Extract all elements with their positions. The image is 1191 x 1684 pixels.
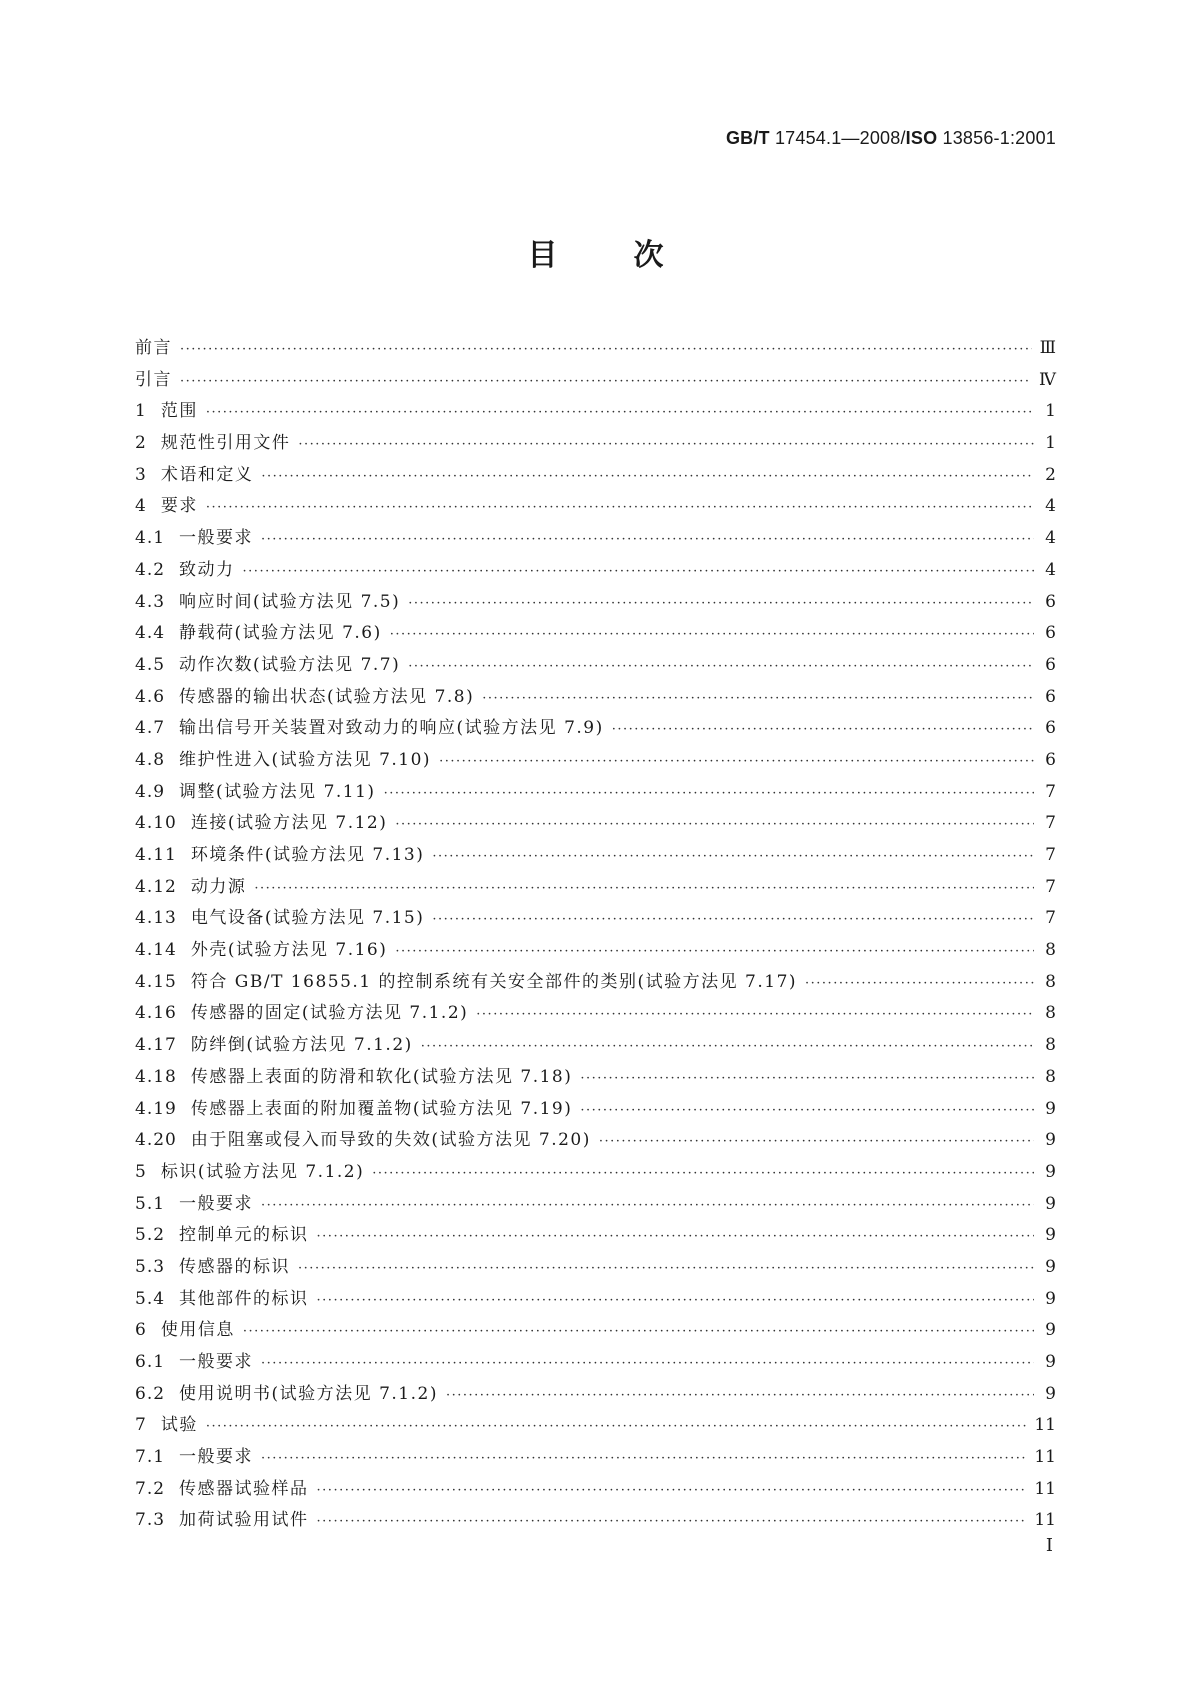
toc-entry-number: 7 — [135, 1415, 147, 1436]
toc-entry[interactable] — [135, 1315, 1056, 1347]
dot-leader — [476, 999, 1034, 1031]
standard-prefix: GB/T — [725, 128, 770, 148]
toc-entry-page: 8 — [1045, 1066, 1056, 1087]
toc-entry-number: 4.15 — [135, 971, 177, 992]
page-number: I — [1045, 1535, 1053, 1556]
dot-leader — [261, 1348, 1034, 1380]
toc-entry[interactable] — [135, 523, 1056, 555]
toc-entry-title: 加荷试验用试件 — [179, 1510, 309, 1531]
toc-entry-title: 控制单元的标识 — [179, 1225, 309, 1246]
toc-entry-title: 传感器试验样品 — [179, 1478, 309, 1499]
dot-leader — [432, 841, 1034, 873]
toc-entry-number: 4.13 — [135, 908, 177, 929]
toc-entry-title: 传感器上表面的附加覆盖物(试验方法见 7.19) — [190, 1098, 573, 1119]
toc-entry-title: 调整(试验方法见 7.11) — [179, 781, 376, 802]
toc-entry[interactable] — [135, 808, 1056, 840]
toc-entry-page: 9 — [1045, 1383, 1056, 1404]
toc-entry-number: 5.4 — [135, 1288, 166, 1309]
toc-entry[interactable] — [135, 1505, 1056, 1537]
toc-entry-title: 术语和定义 — [160, 464, 254, 485]
toc-entry-number: 4.5 — [135, 654, 166, 675]
toc-entry-title: 响应时间(试验方法见 7.5) — [179, 591, 401, 612]
toc-entry[interactable] — [135, 333, 1056, 365]
toc-entry-title: 传感器上表面的防滑和软化(试验方法见 7.18) — [190, 1066, 573, 1087]
dot-leader — [317, 1285, 1034, 1317]
dot-leader — [612, 714, 1034, 746]
toc-entry-number: 4.14 — [135, 940, 177, 961]
toc-entry-page: 8 — [1045, 971, 1056, 992]
toc-entry[interactable] — [135, 1347, 1056, 1379]
toc-entry-page: 6 — [1045, 749, 1056, 770]
toc-entry-page: 8 — [1045, 1003, 1056, 1024]
toc-entry-title: 使用说明书(试验方法见 7.1.2) — [179, 1383, 438, 1404]
toc-entry[interactable] — [135, 460, 1056, 492]
toc-entry[interactable] — [135, 650, 1056, 682]
toc-entry-number: 4.10 — [135, 813, 177, 834]
toc-entry-number: 1 — [135, 401, 147, 422]
dot-leader — [439, 746, 1034, 778]
toc-entry-page: 8 — [1045, 940, 1056, 961]
toc-entry-number: 2 — [135, 433, 147, 454]
toc-entry-title: 连接(试验方法见 7.12) — [190, 813, 388, 834]
toc-entry[interactable] — [135, 396, 1056, 428]
toc-entry[interactable] — [135, 967, 1056, 999]
toc-entry-number: 4.12 — [135, 876, 177, 897]
toc-entry-page: 9 — [1045, 1225, 1056, 1246]
toc-entry[interactable] — [135, 587, 1056, 619]
iso-prefix: ISO — [905, 128, 938, 148]
toc-entry-title: 环境条件(试验方法见 7.13) — [190, 845, 425, 865]
page-title — [0, 230, 1191, 274]
toc-entry-page: 8 — [1045, 1035, 1056, 1056]
toc-entry-title: 传感器的输出状态(试验方法见 7.8) — [179, 686, 475, 707]
toc-entry-title: 一般要求 — [179, 528, 254, 549]
toc-entry-title: 外壳(试验方法见 7.16) — [190, 940, 388, 961]
standard-number: 17454.1—2008/ — [769, 128, 906, 148]
dot-leader — [432, 904, 1034, 936]
toc-entry-number: 5.2 — [135, 1225, 166, 1246]
toc-entry-title: 传感器的标识 — [179, 1256, 291, 1277]
toc-entry-page: 1 — [1045, 433, 1056, 454]
toc-entry-title: 传感器的固定(试验方法见 7.1.2) — [190, 1003, 469, 1024]
document-code — [726, 128, 1056, 149]
title-part-1: 目 — [527, 238, 558, 273]
toc-entry[interactable] — [135, 1379, 1056, 1411]
dot-leader — [317, 1221, 1034, 1253]
dot-leader — [180, 366, 1031, 398]
toc-entry-title: 电气设备(试验方法见 7.15) — [190, 908, 425, 929]
toc-entry-title: 标识(试验方法见 7.1.2) — [160, 1161, 365, 1182]
dot-leader — [254, 873, 1034, 905]
toc-entry-number: 4.18 — [135, 1066, 177, 1087]
toc-entry-number: 4.11 — [135, 845, 177, 865]
dot-leader — [243, 556, 1034, 588]
toc-entry[interactable] — [135, 1410, 1056, 1442]
toc-entry[interactable] — [135, 365, 1056, 397]
toc-entry-page: 9 — [1045, 1161, 1056, 1182]
toc-entry[interactable] — [135, 745, 1056, 777]
toc-entry[interactable] — [135, 1284, 1056, 1316]
toc-entry-page: 9 — [1045, 1256, 1056, 1277]
toc-entry-page: 7 — [1045, 908, 1056, 929]
toc-entry-title: 范围 — [160, 401, 198, 422]
toc-entry[interactable] — [135, 682, 1056, 714]
toc-entry-page: 7 — [1045, 876, 1056, 897]
toc-entry-number: 3 — [135, 464, 147, 485]
toc-entry-page: Ⅳ — [1039, 369, 1056, 390]
toc-entry-page: 7 — [1045, 813, 1056, 834]
toc-entry-title: 要求 — [160, 496, 198, 517]
toc-entry-title: 致动力 — [179, 559, 235, 580]
toc-entry[interactable] — [135, 1030, 1056, 1062]
dot-leader — [317, 1475, 1027, 1507]
toc-entry-number: 4.4 — [135, 623, 166, 644]
toc-entry[interactable] — [135, 840, 1056, 872]
toc-entry-number: 4.7 — [135, 718, 166, 739]
toc-entry-title: 规范性引用文件 — [160, 433, 291, 454]
toc-entry-title: 引言 — [135, 369, 172, 390]
toc-entry[interactable] — [135, 1442, 1056, 1474]
title-part-2: 次 — [633, 238, 664, 273]
toc-entry-page: 9 — [1045, 1193, 1056, 1214]
toc-entry-page: Ⅲ — [1039, 338, 1056, 358]
toc-entry-title: 防绊倒(试验方法见 7.1.2) — [190, 1035, 413, 1056]
toc-entry-title: 静载荷(试验方法见 7.6) — [179, 623, 382, 644]
toc-entry-page: 6 — [1045, 686, 1056, 707]
toc-entry-page: 9 — [1045, 1352, 1056, 1372]
toc-entry-page: 9 — [1045, 1130, 1056, 1151]
dot-leader — [580, 1095, 1034, 1127]
toc-entry-number: 5.1 — [135, 1193, 166, 1214]
toc-entry-number: 4.1 — [135, 528, 166, 549]
iso-number: 13856-1:2001 — [937, 128, 1056, 148]
dot-leader — [180, 334, 1032, 366]
toc-entry-title: 其他部件的标识 — [179, 1288, 309, 1309]
toc-entry-title: 试验 — [160, 1415, 198, 1436]
toc-entry-number: 6.1 — [135, 1352, 166, 1372]
toc-entry[interactable] — [135, 872, 1056, 904]
toc-entry[interactable] — [135, 713, 1056, 745]
dot-leader — [805, 968, 1034, 1000]
dot-leader — [599, 1126, 1034, 1158]
toc-entry[interactable] — [135, 1189, 1056, 1221]
toc-entry[interactable] — [135, 1252, 1056, 1284]
toc-entry-number: 5.3 — [135, 1256, 166, 1277]
toc-entry-number: 4.9 — [135, 781, 166, 802]
dot-leader — [298, 429, 1034, 461]
dot-leader — [580, 1063, 1034, 1095]
dot-leader — [395, 936, 1034, 968]
toc-entry-title: 输出信号开关装置对致动力的响应(试验方法见 7.9) — [179, 718, 604, 739]
toc-entry-title: 符合 GB/T 16855.1 的控制系统有关安全部件的类别(试验方法见 7.17) — [190, 971, 798, 992]
toc-entry-number: 6 — [135, 1320, 147, 1341]
toc-entry-page: 7 — [1045, 781, 1056, 802]
toc-entry-page: 1 — [1045, 401, 1056, 422]
toc-entry-title: 动作次数(试验方法见 7.7) — [179, 654, 401, 675]
toc-entry-number: 7.1 — [135, 1447, 166, 1468]
toc-entry-number: 4.17 — [135, 1035, 177, 1056]
toc-entry[interactable] — [135, 555, 1056, 587]
toc-entry-number: 4.3 — [135, 591, 166, 612]
dot-leader — [206, 397, 1034, 429]
toc-entry-title: 由于阻塞或侵入而导致的失效(试验方法见 7.20) — [190, 1130, 591, 1151]
dot-leader — [261, 524, 1034, 556]
dot-leader — [261, 1190, 1034, 1222]
toc-entry-title: 前言 — [135, 338, 172, 358]
dot-leader — [384, 778, 1034, 810]
toc-entry[interactable] — [135, 1062, 1056, 1094]
toc-entry-number: 6.2 — [135, 1383, 166, 1404]
dot-leader — [261, 461, 1034, 493]
dot-leader — [261, 1443, 1026, 1475]
toc-entry-page: 6 — [1045, 591, 1056, 612]
toc-entry-page: 9 — [1045, 1098, 1056, 1119]
toc-entry-title: 维护性进入(试验方法见 7.10) — [179, 749, 432, 770]
dot-leader — [206, 492, 1034, 524]
toc-entry[interactable] — [135, 491, 1056, 523]
toc-entry[interactable] — [135, 1474, 1056, 1506]
toc-entry-page: 11 — [1034, 1415, 1056, 1436]
toc-entry-title: 一般要求 — [179, 1447, 254, 1468]
dot-leader — [395, 809, 1034, 841]
toc-entry[interactable] — [135, 998, 1056, 1030]
dot-leader — [421, 1031, 1034, 1063]
toc-entry-number: 7.3 — [135, 1510, 166, 1531]
toc-entry-page: 6 — [1045, 623, 1056, 644]
toc-entry-page: 2 — [1045, 464, 1056, 485]
toc-entry-number: 4 — [135, 496, 147, 517]
toc-entry-page: 4 — [1045, 559, 1056, 580]
toc-entry[interactable] — [135, 1157, 1056, 1189]
dot-leader — [372, 1158, 1034, 1190]
toc-entry-page: 9 — [1045, 1288, 1056, 1309]
dot-leader — [408, 588, 1034, 620]
toc-entry-number: 5 — [135, 1161, 147, 1182]
toc-entry[interactable] — [135, 935, 1056, 967]
toc-entry-page: 7 — [1045, 845, 1056, 865]
toc-entry-page: 11 — [1034, 1510, 1056, 1531]
toc-entry-page: 11 — [1034, 1447, 1056, 1468]
toc-entry-title: 使用信息 — [160, 1320, 235, 1341]
toc-entry-number: 4.16 — [135, 1003, 177, 1024]
toc-entry-title: 动力源 — [190, 876, 247, 897]
dot-leader — [317, 1506, 1027, 1538]
dot-leader — [390, 619, 1034, 651]
toc-entry-number: 7.2 — [135, 1478, 166, 1499]
toc-entry-page: 9 — [1045, 1320, 1056, 1341]
toc-entry-number: 4.2 — [135, 559, 166, 580]
toc-entry[interactable] — [135, 903, 1056, 935]
toc-entry-number: 4.6 — [135, 686, 166, 707]
dot-leader — [243, 1316, 1034, 1348]
toc-entry-page: 4 — [1045, 496, 1056, 517]
toc-entry-number: 4.20 — [135, 1130, 177, 1151]
toc-entry[interactable] — [135, 618, 1056, 650]
toc-entry-page: 4 — [1045, 528, 1056, 549]
toc-entry[interactable] — [135, 428, 1056, 460]
dot-leader — [446, 1380, 1034, 1412]
toc-entry-number: 4.8 — [135, 749, 166, 770]
toc-entry-page: 6 — [1045, 654, 1056, 675]
toc-entry-title: 一般要求 — [179, 1352, 254, 1372]
toc-entry[interactable] — [135, 777, 1056, 809]
toc-entry-page: 6 — [1045, 718, 1056, 739]
dot-leader — [408, 651, 1034, 683]
dot-leader — [482, 683, 1034, 715]
toc-entry-number: 4.19 — [135, 1098, 177, 1119]
toc-entry[interactable] — [135, 1094, 1056, 1126]
toc-entry-title: 一般要求 — [179, 1193, 254, 1214]
toc-entry[interactable] — [135, 1125, 1056, 1157]
toc-entry[interactable] — [135, 1220, 1056, 1252]
table-of-contents — [135, 333, 1056, 1537]
toc-entry-page: 11 — [1034, 1478, 1056, 1499]
dot-leader — [298, 1253, 1034, 1285]
dot-leader — [206, 1411, 1027, 1443]
